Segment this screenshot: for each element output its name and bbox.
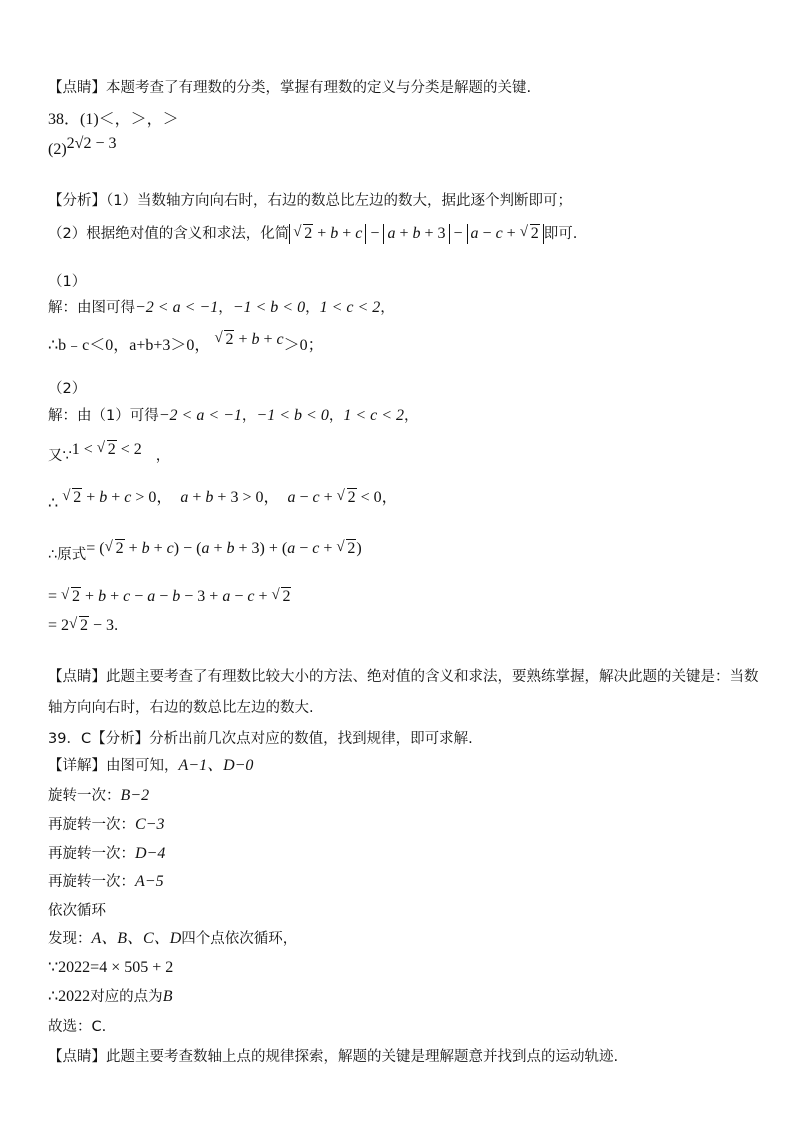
q38-part2-label: (2) <box>48 141 67 158</box>
found-points: A、B、C、D <box>91 930 182 947</box>
part2-sol-prefix: 解：由（1）可得 <box>48 408 159 424</box>
ineq-list: √ 2 + b + c > 0， a + b + 3 > 0， a − c + √ 2 < 0， <box>62 489 398 506</box>
rotate-4-label: 再旋转一次： <box>48 874 135 890</box>
original-expr <box>48 540 760 565</box>
ineq-b: −1 < b < 0 <box>232 299 306 316</box>
eq2-expr: = 2√ 2 − 3 <box>48 617 114 634</box>
analysis-line-1 <box>48 191 760 211</box>
rotate-3-label: 再旋转一次： <box>48 846 135 862</box>
sqrt2-b-c: √ 2 + b + c <box>214 331 283 348</box>
dianjing-2-label: 【点睛】 <box>48 669 106 685</box>
expanded-expr: = (√ 2 + b + c) − (a + b + 3) + (a − c + √ 2) <box>86 540 361 557</box>
rotate-3 <box>48 844 760 864</box>
sep2-3: ， <box>404 408 419 424</box>
dianjing-line-2 <box>48 667 760 687</box>
rotate-3-expr: D−4 <box>135 845 166 862</box>
detail-text: 由图可知， <box>106 758 179 774</box>
ineq2-c: 1 < c < 2 <box>343 407 405 424</box>
detail-expr: A−1、D−0 <box>178 757 254 774</box>
found-text: 四个点依次循环， <box>181 931 298 947</box>
analysis-line-2 <box>48 224 760 244</box>
analysis-text: （1）当数轴方向向右时，右边的数总比左边的数大，据此逐个判断即可； <box>106 193 572 209</box>
part1-solution <box>48 298 760 318</box>
detail-label: 【详解】 <box>48 758 106 774</box>
dianjing-2-text-1: 此题主要考查了有理数比较大小的方法、绝对值的含义和求法，要熟练掌握，解决此题的关键是：当数 <box>106 669 759 685</box>
ineq2-b: −1 < b < 0 <box>256 407 329 424</box>
choice-line: 故选：C. <box>48 1019 107 1035</box>
final-dianjing-label: 【点睛】 <box>48 1049 106 1065</box>
equation-1 <box>48 587 760 607</box>
therefore-num: ∴2022 <box>48 988 91 1005</box>
part1-label: （1） <box>48 274 87 290</box>
part1-therefore-b: ＞0； <box>283 337 324 354</box>
final-dianjing <box>48 1047 760 1067</box>
part1-therefore-a: ∴b﹣c＜0，a+b+3＞0， <box>48 337 211 354</box>
dianjing-label: 【点睛】 <box>48 80 106 96</box>
sep-1: ， <box>218 300 233 316</box>
part1-therefore <box>48 331 760 356</box>
sep2-1: ， <box>241 408 257 424</box>
rotate-2-expr: C−3 <box>135 816 165 833</box>
rotate-1 <box>48 786 760 806</box>
analysis-2-text-a: （2）根据绝对值的含义和求法，化简 <box>48 226 290 242</box>
found-line <box>48 929 760 949</box>
therefore-text: 对应的点为 <box>90 989 163 1005</box>
part2-solution <box>48 406 760 426</box>
final-dianjing-text: 此题主要考查数轴上点的规律探索，解题的关键是理解题意并找到点的运动轨迹. <box>106 1049 619 1065</box>
dianjing-text: 本题考查了有理数的分类，掌握有理数的定义与分类是解题的关键. <box>106 80 532 96</box>
you-because: 又∵ <box>48 448 72 464</box>
yuanshi-label: ∴原式 <box>48 547 87 563</box>
part1-sol-prefix: 解：由图可得 <box>48 300 135 316</box>
q38-part2-expr: 2√2 − 3 <box>66 135 117 152</box>
dianjing-line-3: 轴方向向右时，右边的数总比左边的数大. <box>48 700 314 716</box>
rotate-4-expr: A−5 <box>135 873 164 890</box>
analysis-label: 【分析】 <box>48 193 106 209</box>
q38-answer-1: 38．(1)＜，＞，＞ <box>48 111 179 128</box>
analysis-2-text-b: 即可. <box>543 226 578 242</box>
line-dianjing-1 <box>48 78 760 98</box>
ineq-a: −2 < a < −1 <box>135 299 219 316</box>
found-label: 发现： <box>48 931 92 947</box>
q39-head: 39．C【分析】分析出前几次点对应的数值，找到规律，即可求解. <box>48 731 473 747</box>
therefore-sym: ∴ <box>48 495 59 512</box>
eq1-expr: = √ 2 + b + c − a − b − 3 + a − c + √ 2 <box>48 588 291 605</box>
eq2-end: . <box>114 617 119 634</box>
because-line: ∵2022=4 × 505 + 2 <box>48 959 174 976</box>
sep-2: ， <box>305 300 320 316</box>
detail-line <box>48 756 760 776</box>
part2-you <box>48 441 760 466</box>
sqrt2-range: 1 < √ 2 < 2 <box>72 441 142 458</box>
part2-label: （2） <box>48 381 87 397</box>
rotate-1-label: 旋转一次： <box>48 788 121 804</box>
rotate-2 <box>48 815 760 835</box>
part2-therefore <box>48 489 760 514</box>
you-comma: ， <box>155 448 171 464</box>
equation-2 <box>48 616 760 636</box>
q38-answer-2 <box>48 135 760 160</box>
sep-3: ， <box>380 300 395 316</box>
therefore-point: B <box>162 988 173 1005</box>
rotate-1-expr: B−2 <box>120 787 150 804</box>
sep2-2: ， <box>328 408 344 424</box>
rotate-2-label: 再旋转一次： <box>48 817 135 833</box>
ineq-c: 1 < c < 2 <box>319 299 381 316</box>
therefore-line <box>48 987 760 1007</box>
abs-expression: √ 2 + b + c − a + b + 3 − a − c + √ 2 <box>289 225 543 242</box>
cycle-line: 依次循环 <box>48 903 106 919</box>
ineq2-a: −2 < a < −1 <box>158 407 242 424</box>
rotate-4 <box>48 872 760 892</box>
